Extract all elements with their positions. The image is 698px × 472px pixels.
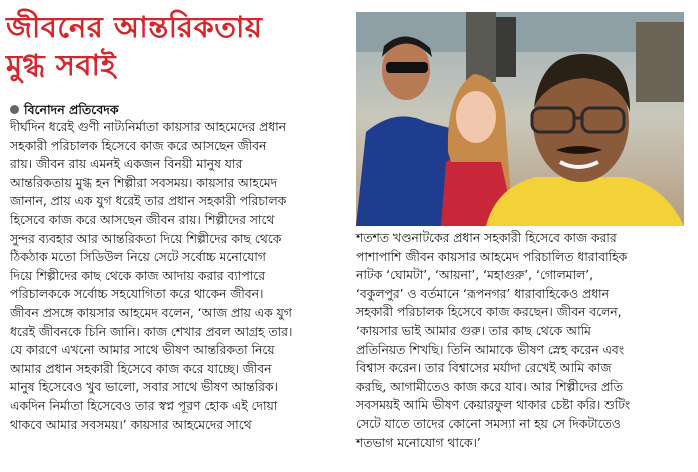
- article-line: ধরেই জীবনকে চিনি জানি। কাজ শেখার প্রবল আগ্রহ তার।: [10, 324, 293, 339]
- article-line: করছি, আগামীতেও কাজ করে যাব। আর শিল্পীদের প্রতি: [356, 379, 623, 394]
- article-line: ‘বকুলপুর’ ও বর্তমানে ‘রূপনগর’ ধারাবাহিকেও প্রধান: [356, 286, 609, 301]
- article-line: একদিন নির্মাতা হিসেবেও তার স্বপ্ন পূরণ হোক এই দোয়া: [10, 398, 278, 413]
- article-line: শতভাগ মনোযোগ থাকে।’: [356, 435, 481, 450]
- article-line: জানান, প্রায় এক যুগ ধরেই তার প্রধান সহকারী পরিচালক: [10, 194, 287, 209]
- article-line: নাটক ‘ঘোমটা’, ‘আয়না’, ‘মহাগুরু’, ‘গোলমাল’,: [356, 268, 594, 283]
- byline-text: বিনোদন প্রতিবেদক: [24, 102, 119, 117]
- article-column-left: [10, 118, 350, 434]
- article-line: সুন্দর ব্যবহার আর আন্তরিকতা দিয়ে শিল্পীদের কাছ থেকে: [10, 231, 282, 246]
- article-line: থাকবে আমার সবসময়।’ কায়সার আহমেদের সাথে: [10, 417, 252, 432]
- article-line: ‘কায়সার ভাই আমার গুরু। তার কাছ থেকে আমি: [356, 323, 591, 338]
- article-line: বিশ্বাস করেন। তার বিশ্বাসের মর্যাদা রেখেই আমি কাজ: [356, 361, 612, 376]
- article-line: সেটে যাতে তাদের কোনো সমস্যা না হয় সে দিকটাতেও: [356, 416, 621, 431]
- article-line: দীর্ঘদিন ধরেই গুণী নাট্যনির্মাতা কায়সার আহমেদের প্রধান: [10, 120, 286, 134]
- article-line: প্রতিনিয়ত শিখছি। তিনি আমাকে ভীষণ স্নেহ করেন এবং: [356, 342, 625, 357]
- article-line: শতশত খণ্ডনাটকের প্রধান সহকারী হিসেবে কাজ করার: [356, 231, 617, 245]
- article-line: দিয়ে শিল্পীদের কাছ থেকে কাজ আদায় করার ব্যাপারে: [10, 268, 265, 283]
- article-line: সহকারী পরিচালক হিসেবে কাজ করে আসছেন জীবন: [10, 138, 267, 153]
- article-line: রায়। জীবন রায় এমনই একজন বিনয়ী মানুষ যার: [10, 157, 243, 172]
- article-line: পরিচালককে সর্বোচ্চ সহযোগিতা করে থাকেন জীবন।: [10, 287, 264, 302]
- bullet-icon: [10, 105, 19, 114]
- headline: [6, 8, 348, 84]
- article-line: সহকারী পরিচালক হিসেবে কাজ করছেন। জীবন বলেন,: [356, 305, 622, 320]
- article-line: আন্তরিকতায় মুগ্ধ হন শিল্পীরা সবসময়। কায়সার আহমেদ: [10, 175, 278, 190]
- article-line: আমার প্রধান সহকারী হিসেবে কাজ করে যাচ্ছে। জীবন: [10, 361, 272, 376]
- headline-line-2: মুগ্ধ সবাই: [6, 48, 117, 82]
- article-line: হিসেবে কাজ করে আসছেন জীবন রায়। শিল্পীদের সাথে: [10, 212, 275, 227]
- article-line: মানুষ হিসেবেও খুব ভালো, সবার সাথে ভীষণ আন্তরিক।: [10, 380, 278, 395]
- headline-line-1: জীবনের আন্তরিকতায়: [6, 10, 263, 44]
- photo-icon: [356, 12, 684, 226]
- article-line: ঠিকঠাক মতো সিডিউল নিয়ে সেটে সর্বোচ্চ মনোযোগ: [10, 250, 266, 265]
- article-column-right: [356, 229, 692, 452]
- article-line: যে কারণে এখনো আমার সাথে ভীষণ আন্তরিকতা নিয়ে: [10, 343, 275, 358]
- article-line: সবসময়ই আমি ভীষণ কেয়ারফুল থাকার চেষ্টা করি। শুটিং: [356, 398, 631, 413]
- article-photo: [356, 12, 684, 226]
- article-line: পাশাপাশি জীবন কায়সার আহমেদ পরিচালিত ধারাবাহিক: [356, 249, 628, 264]
- article-line: জীবন প্রসঙ্গে কায়সার আহমেদ বলেন, ‘আজ প্রায় এক যুগ: [10, 305, 292, 320]
